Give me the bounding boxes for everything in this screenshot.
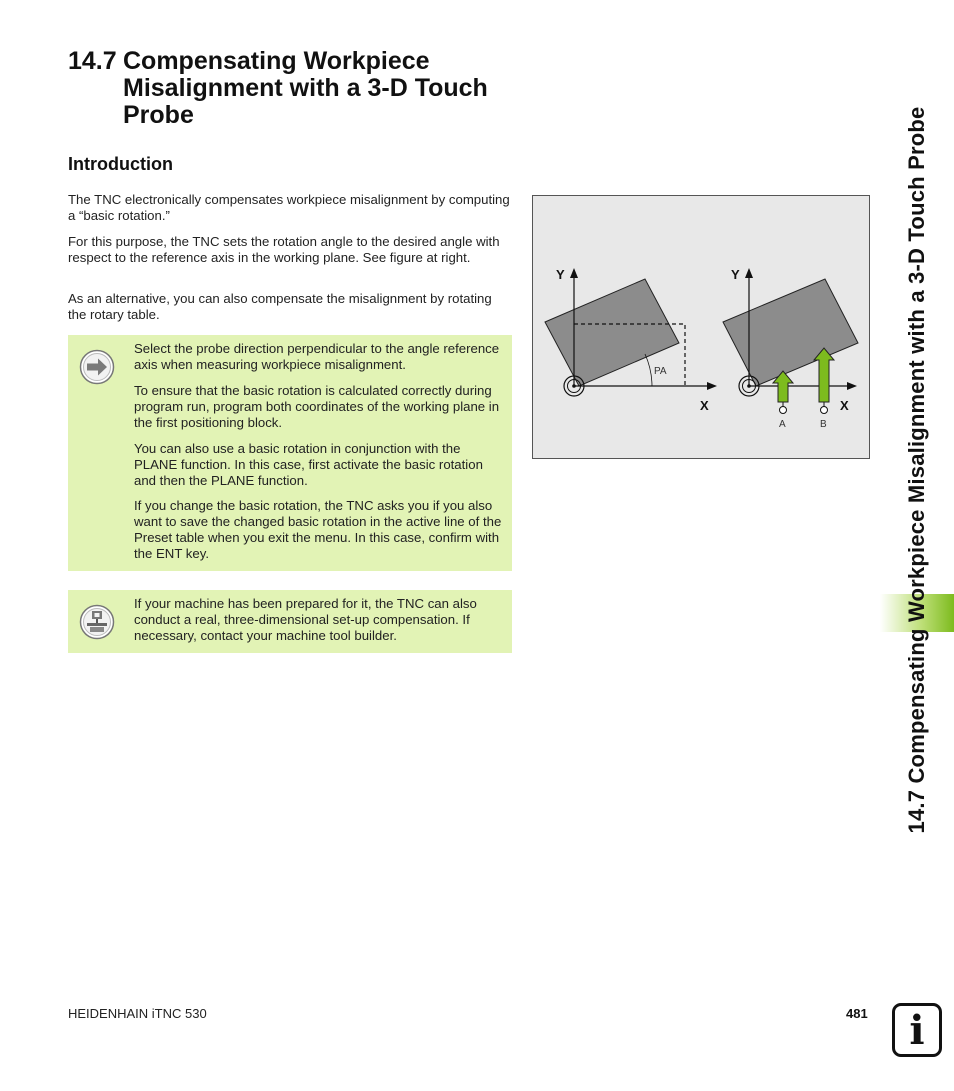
chapter-title [68,48,528,129]
left-y-label: Y [556,267,565,282]
note-box [68,335,512,571]
note-item-2: To ensure that the basic rotation is calculated correctly during program run, program both coordinates of the working plane in the first positioning block. [134,383,500,430]
machine-icon [79,604,115,640]
angle-label: PA [654,366,667,377]
section-heading: Introduction [68,154,173,174]
arrow-right-icon [79,349,115,385]
basic-rotation-diagram [533,196,871,460]
intro-paragraph-1: The TNC electronically compensates workpiece misalignment by computing a “basic rotation.” [68,192,510,223]
intro-paragraph-3: As an alternative, you can also compensate the misalignment by rotating the rotary table. [68,291,492,322]
chapter-number: 14.7 [68,47,117,75]
machine-note-text: If your machine has been prepared for it, the TNC can also conduct a real, three-dimensional set-up compensation. If necessary, contact your machine tool builder. [134,596,477,643]
angle-arc [645,354,652,386]
intro-paragraph-2: For this purpose, the TNC sets the rotation angle to the desired angle with respect to the reference axis in the working plane. See figure at right. [68,234,500,265]
info-icon[interactable] [892,1003,942,1057]
note-item-4: If you change the basic rotation, the TNC asks you if you also want to save the changed basic rotation in the active line of the Preset table when you exit the menu. In this case, confirm with the ENT key. [134,498,502,561]
point-b-label: B [820,419,827,430]
probe-point-b [821,407,828,414]
point-a-label: A [779,419,786,430]
chapter-title-text: Compensating Workpiece Misalignment with a 3-D Touch Probe [123,47,488,129]
side-chapter-title: 14.7 Compensating Workpiece Misalignment with a 3-D Touch Probe [904,106,929,834]
info-icon-glyph: i [909,1006,925,1054]
machine-note-box [68,590,512,653]
right-x-label: X [840,398,849,413]
left-x-label: X [700,398,709,413]
right-workpiece [723,279,858,386]
note-item-3: You can also use a basic rotation in conjunction with the PLANE function. In this case, first activate the basic rotation and then the PLANE function. [134,441,483,488]
right-y-label: Y [731,267,740,282]
basic-rotation-figure [532,195,870,459]
probe-arrow-b [814,348,834,402]
note-item-1: Select the probe direction perpendicular to the angle reference axis when measuring workpiece misalignment. [134,341,500,372]
footer-product: HEIDENHAIN iTNC 530 [68,1006,207,1021]
page-number: 481 [846,1006,868,1021]
probe-point-a [780,407,787,414]
